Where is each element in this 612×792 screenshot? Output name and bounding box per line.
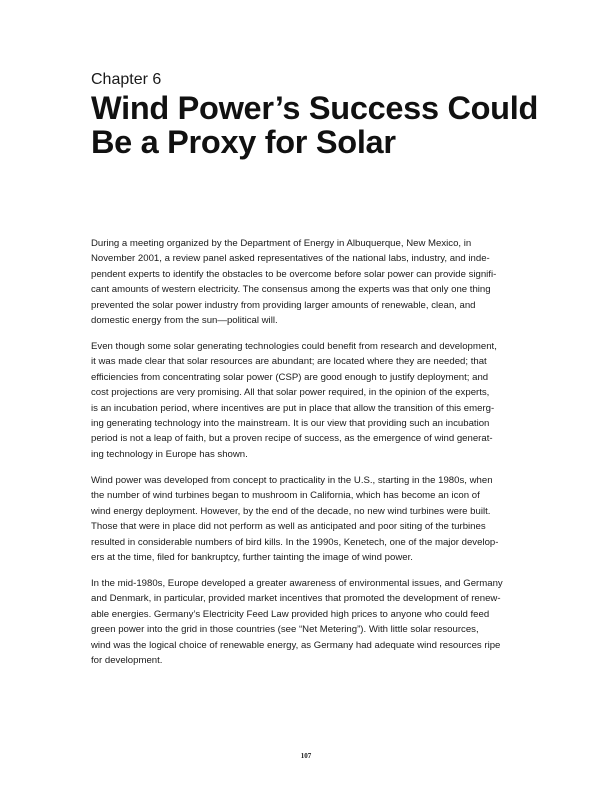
text-line: resulted in considerable numbers of bird kills. In the 1990s, Kenetech, one of the major develop- (91, 536, 499, 548)
text-line: November 2001, a review panel asked representatives of the national labs, industry, and inde- (91, 253, 490, 265)
chapter-title-line: Be a Proxy for Solar (91, 124, 396, 160)
paragraph (91, 339, 531, 462)
text-line: During a meeting organized by the Department of Energy in Albuquerque, New Mexico, in (91, 238, 472, 249)
text-line: for development. (91, 654, 163, 666)
text-line: domestic energy from the sun—political will. (91, 315, 278, 327)
paragraph (91, 576, 531, 668)
text-line: ing technology in Europe has shown. (91, 448, 248, 460)
paragraph (91, 473, 531, 565)
text-line: Wind power was developed from concept to practicality in the U.S., starting in the 1980s, when (91, 474, 493, 486)
text-line: prevented the solar power industry from providing larger amounts of renewable, clean, and (91, 299, 476, 311)
text-line: is an incubation period, where incentives are put in place that allow the transition of this emerg- (91, 402, 495, 414)
text-line: In the mid-1980s, Europe developed a greater awareness of environmental issues, and Germany (91, 577, 503, 589)
paragraph (91, 236, 531, 328)
text-line: able energies. Germany’s Electricity Feed Law provided high prices to anyone who could feed (91, 608, 490, 620)
text-line: period is not a leap of faith, but a proven recipe of success, as the emergence of wind generat- (91, 433, 493, 445)
chapter-label: Chapter 6 (91, 71, 162, 88)
chapter-title (91, 90, 539, 160)
text-line: Even though some solar generating technologies could benefit from research and development, (91, 341, 497, 353)
text-line: wind energy deployment. However, by the end of the decade, no new wind turbines were built. (91, 505, 491, 517)
body-text (91, 236, 531, 679)
text-line: and Denmark, in particular, provided market incentives that promoted the development of renew- (91, 593, 501, 605)
text-line: Those that were in place did not perform as well as anticipated and poor siting of the turbines (91, 521, 486, 533)
text-line: green power into the grid in those countries (see “Net Metering”). With little solar resources, (91, 624, 479, 636)
text-line: pendent experts to identify the obstacles to be overcome before solar power can provide signifi- (91, 268, 497, 280)
text-line: wind was the logical choice of renewable energy, as Germany had adequate wind resources ripe (91, 639, 501, 651)
text-line: cost projections are very promising. All that solar power required, in the opinion of the experts, (91, 387, 490, 399)
text-line: cant amounts of western electricity. The consensus among the experts was that only one thing (91, 284, 491, 296)
text-line: ing generating technology into the mainstream. It is our view that providing such an incubation (91, 418, 490, 430)
text-line: ers at the time, filed for bankruptcy, further tainting the image of wind power. (91, 551, 413, 563)
text-line: efficiencies from concentrating solar power (CSP) are good enough to justify deployment; and (91, 371, 489, 383)
page-number: 107 (300, 752, 312, 760)
text-line: it was made clear that solar resources are abundant; are located where they are needed; that (91, 356, 487, 368)
chapter-title-line: Wind Power’s Success Could (91, 90, 539, 126)
text-line: the number of wind turbines began to mushroom in California, which has become an icon of (91, 490, 480, 502)
